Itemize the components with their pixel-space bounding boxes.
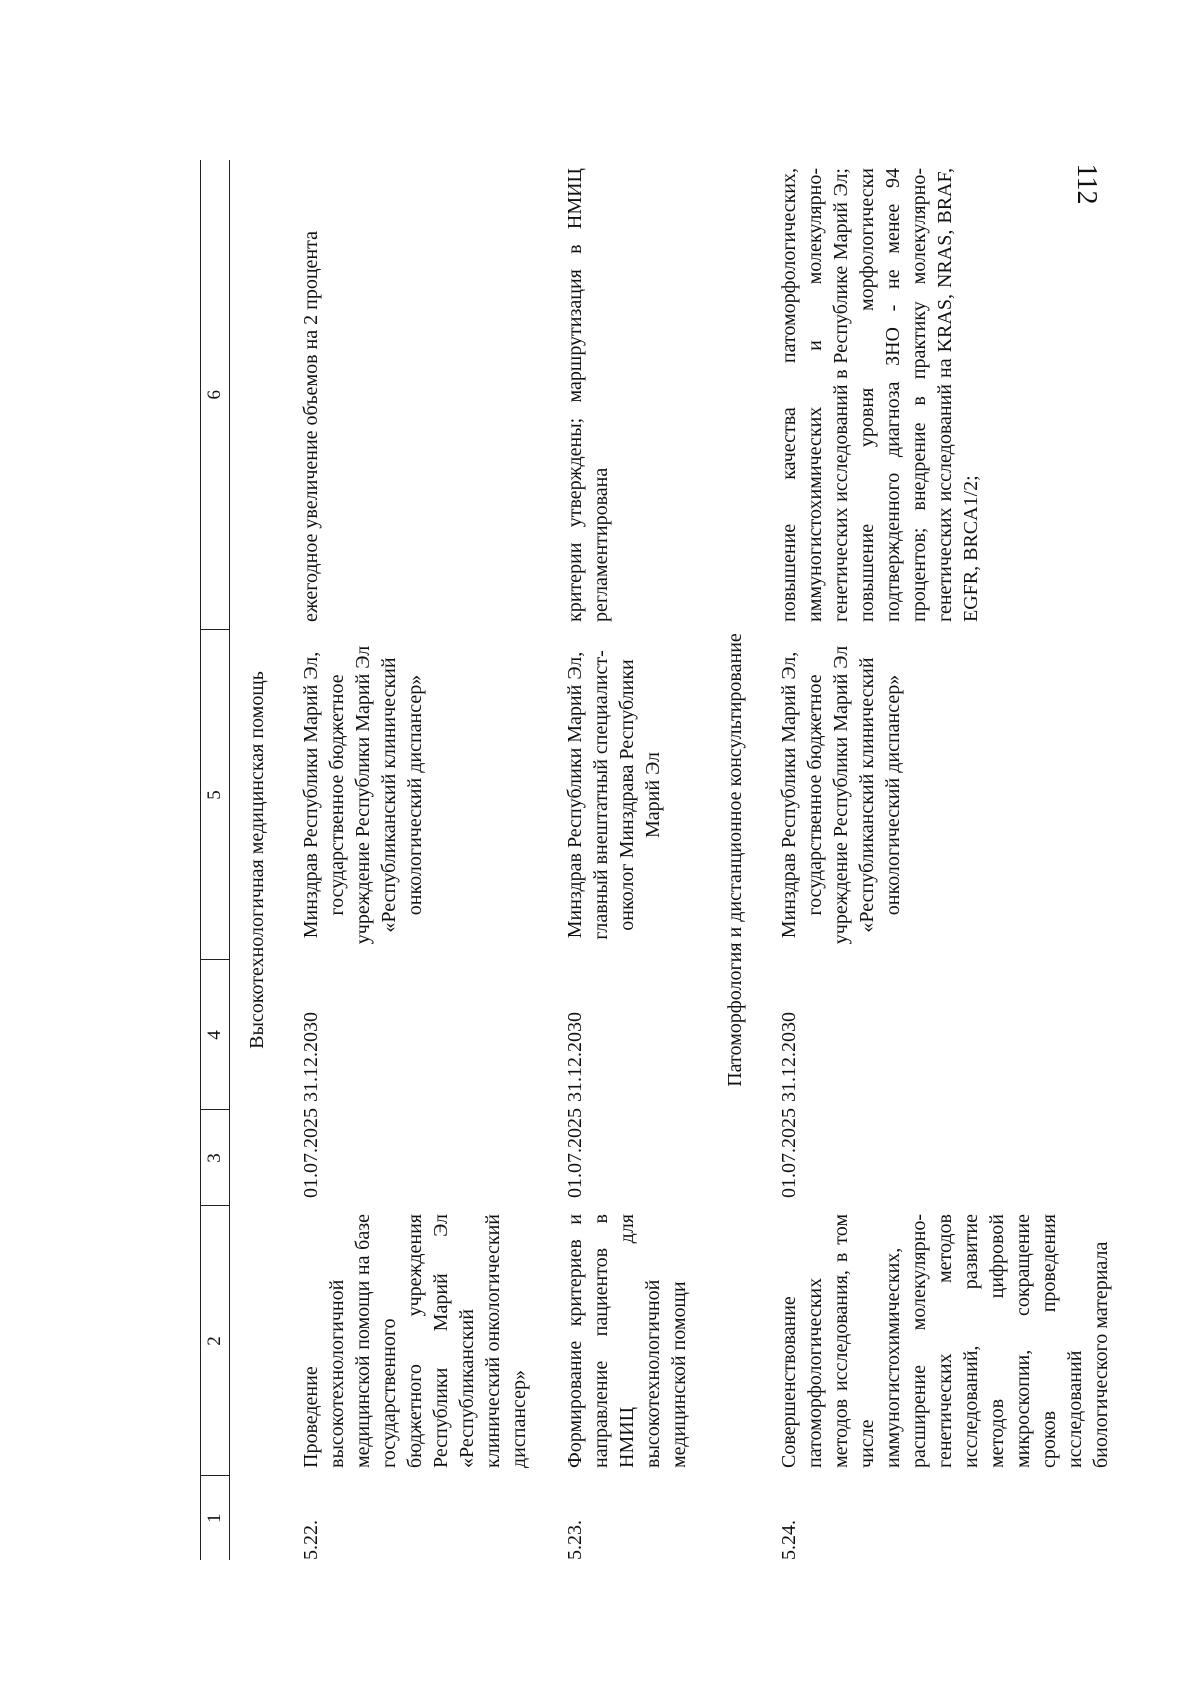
row-description: Формирование критериев и направление пациентов в НМИЦ для высокотехнологичной медицинской помощи	[564, 1214, 690, 1468]
header-row	[201, 160, 230, 1560]
table-row	[548, 160, 708, 1560]
section-header	[708, 160, 762, 1560]
row-responsible: Минздрав Республики Марий Эл, государственное бюджетное учреждение Республики Марий Эл «Республиканский клинический онкологический диспансер»	[778, 645, 904, 945]
row-responsible: Минздрав Республики Марий Эл, государственное бюджетное учреждение Республики Марий Эл «Республиканский клинический онкологический диспансер»	[300, 645, 426, 945]
row-end-date: 31.12.2030	[564, 1012, 586, 1102]
row-result: ежегодное увеличение объемов на 2 процента	[300, 231, 322, 622]
section-title: Патоморфология и дистанционное консультирование	[724, 633, 746, 1087]
col-header-3: 3	[201, 1110, 230, 1206]
rotated-sheet	[200, 160, 1112, 1560]
section-title: Высокотехнологичная медицинская помощь	[246, 671, 268, 1049]
row-description: Совершенствование патоморфологических методов исследования, в том числе иммуногистохимических, расширение молекулярно-генетических методов исследований, развитие методов цифровой микроскопии, сокращение сроков проведения исследований биологического материала	[778, 1214, 1112, 1468]
col-header-6: 6	[201, 160, 230, 630]
row-end-date: 31.12.2030	[300, 1012, 322, 1102]
row-result: критерии утверждены; маршрутизация в НМИЦ регламентирована	[564, 168, 612, 622]
col-header-1: 1	[201, 1476, 230, 1560]
section-header	[230, 160, 285, 1560]
col-header-2: 2	[201, 1206, 230, 1476]
col-header-5: 5	[201, 630, 230, 960]
row-number: 5.23.	[564, 1520, 586, 1560]
measures-table	[200, 160, 1130, 1560]
col-header-4: 4	[201, 960, 230, 1110]
row-start-date: 01.07.2025	[778, 1108, 800, 1198]
row-number: 5.22.	[300, 1520, 322, 1560]
table-row	[284, 160, 548, 1560]
row-end-date: 31.12.2030	[778, 1012, 800, 1102]
row-result: повышение качества патоморфологических, иммуногистохимических и молекулярно-генетических исследований в Республике Марий Эл; повышение уровня морфологически подтвержденного диагноза ЗНО - не менее 94 процентов; внедрение в практику молекулярно-генетических исследований на KRAS, NRAS, BRAF, EGFR, BRCA1/2;	[778, 168, 982, 622]
row-responsible: Минздрав Республики Марий Эл, главный внештатный специалист-онколог Минздрава Республики Марий Эл	[564, 650, 664, 940]
row-start-date: 01.07.2025	[300, 1108, 322, 1198]
page-number: 112	[1071, 163, 1102, 205]
row-start-date: 01.07.2025	[564, 1108, 586, 1198]
row-number: 5.24.	[778, 1520, 800, 1560]
row-description: Проведение высокотехнологичной медицинской помощи на базе государственного бюджетного учреждения Республики Марий Эл «Республиканский клинический онкологический диспансер»	[300, 1214, 530, 1468]
table-row	[762, 160, 1130, 1560]
